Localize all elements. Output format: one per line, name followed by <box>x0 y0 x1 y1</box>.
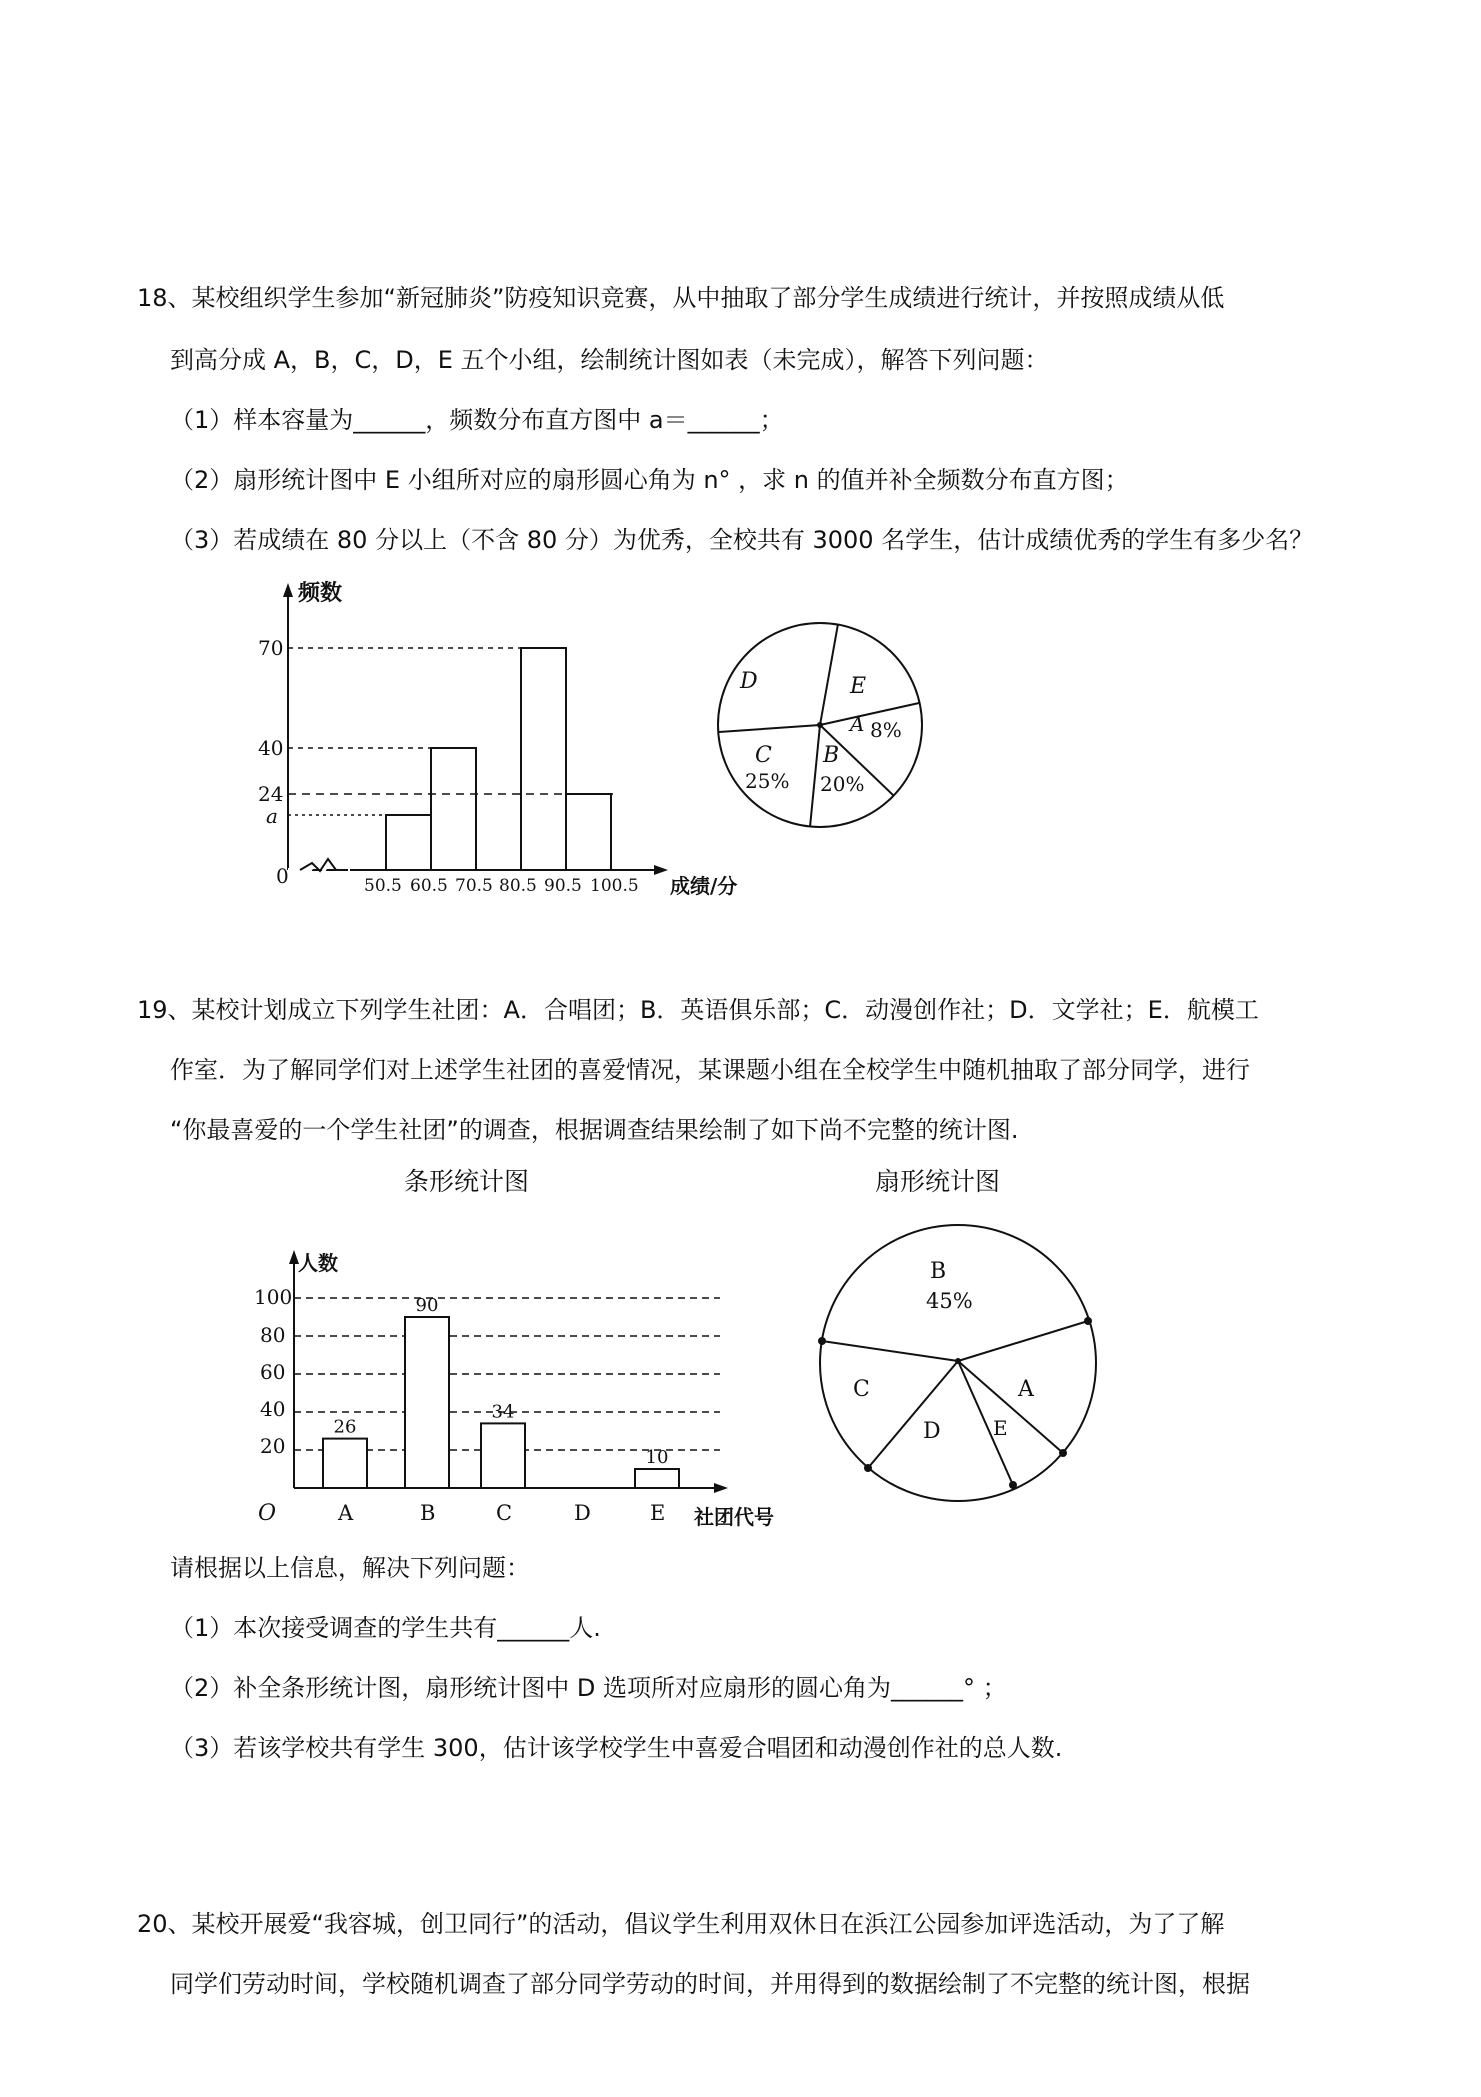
bar-x-tick-B: B <box>420 1501 436 1525</box>
bar-value-label-A: 26 <box>333 1416 357 1438</box>
hist-x-title: 成绩/分 <box>670 874 738 898</box>
q18-question3: （3）若成绩在 80 分以上（不含 80 分）为优秀，全校共有 3000 名学生，估计成绩优秀的学生有多少名？ <box>170 526 1314 554</box>
pie19-label-C: C <box>853 1377 870 1402</box>
q19-question2: （2）补全条形统计图，扇形统计图中 D 选项所对应扇形的圆心角为______° ； <box>170 1674 1007 1702</box>
q20-stem-line1: 20、某校开展爱“我容城，创卫同行”的活动，倡议学生利用双休日在浜江公园参加评选活动，为了了解 <box>137 1910 1225 1938</box>
pie19-label-A: A <box>1018 1377 1034 1402</box>
q19-pie-title: 扇形统计图 <box>875 1167 1001 1196</box>
hist-tick-24: 24 <box>258 782 284 806</box>
bar-y-title: 人数 <box>298 1251 338 1275</box>
bar-y-tick-80: 80 <box>260 1323 286 1347</box>
pie18-label-B: B <box>823 743 840 768</box>
q19-bar-chart <box>250 1240 800 1530</box>
hist-tick-a: a <box>266 804 278 828</box>
pie18-label-C: C <box>755 743 772 768</box>
bar-C <box>481 1423 525 1488</box>
hist-bar-60-70 <box>431 748 476 870</box>
bar-x-tick-E: E <box>650 1501 666 1525</box>
q19-intro: 请根据以上信息，解决下列问题： <box>170 1554 530 1582</box>
bar-value-label-E: 10 <box>645 1447 669 1468</box>
hist-x-tick: 50.5 <box>364 876 402 896</box>
pie19-label-D: D <box>923 1419 941 1444</box>
q19-bar-title: 条形统计图 <box>404 1167 530 1196</box>
bar-x-tick-A: A <box>338 1501 354 1525</box>
q18-question2: （2）扇形统计图中 E 小组所对应的扇形圆心角为 n° ，求 n 的值并补全频数分布直方图； <box>170 466 1129 494</box>
hist-origin: 0 <box>276 864 289 888</box>
q18-stem-line1: 18、某校组织学生参加“新冠肺炎”防疫知识竞赛，从中抽取了部分学生成绩进行统计，并按照成绩从低 <box>137 284 1225 312</box>
pie19-label-B-pct: 45% <box>926 1289 973 1313</box>
bar-x-tick-D: D <box>574 1501 591 1525</box>
hist-x-tick: 70.5 <box>455 876 493 896</box>
pie19-label-E: E <box>993 1416 1008 1440</box>
pie18-label-B-pct: 20% <box>820 772 865 796</box>
q19-question3: （3）若该学校共有学生 300，估计该学校学生中喜爱合唱团和动漫创作社的总人数. <box>170 1734 1063 1762</box>
bar-y-tick-100: 100 <box>254 1285 293 1309</box>
bar-y-tick-20: 20 <box>260 1434 286 1458</box>
bar-value-label-C: 34 <box>491 1401 515 1423</box>
q19-stem-line3: “你最喜爱的一个学生社团”的调查，根据调查结果绘制了如下尚不完整的统计图. <box>170 1116 1019 1144</box>
bar-x-tick-C: C <box>496 1501 513 1525</box>
q18-pie-chart <box>710 615 930 835</box>
hist-bar-90-100 <box>566 794 611 870</box>
pie18-label-E: E <box>850 674 867 699</box>
hist-bar-80-90 <box>521 648 566 870</box>
bar-x-title: 社团代号 <box>694 1505 774 1529</box>
bar-y-tick-40: 40 <box>260 1397 286 1421</box>
hist-x-tick: 60.5 <box>410 876 448 896</box>
bar-A <box>323 1439 367 1488</box>
hist-tick-70: 70 <box>258 636 284 660</box>
q18-histogram <box>240 575 760 905</box>
bar-E <box>635 1469 679 1488</box>
hist-bar-50-60 <box>386 815 431 870</box>
hist-y-title: 频数 <box>298 581 343 606</box>
hist-x-tick: 90.5 <box>544 876 582 896</box>
bar-y-tick-60: 60 <box>260 1360 286 1384</box>
q19-stem-line2: 作室．为了解同学们对上述学生社团的喜爱情况，某课题小组在全校学生中随机抽取了部分同学，进行 <box>170 1056 1250 1084</box>
hist-x-tick: 80.5 <box>499 876 537 896</box>
pie18-label-C-pct: 25% <box>745 769 790 793</box>
bar-B <box>405 1317 449 1488</box>
q19-question1: （1）本次接受调查的学生共有______人. <box>170 1614 601 1642</box>
pie18-label-A: A <box>850 712 865 736</box>
q18-question1: （1）样本容量为______，频数分布直方图中 a＝______； <box>170 406 784 434</box>
bar-origin: O <box>258 1501 277 1526</box>
q19-stem-line1: 19、某校计划成立下列学生社团：A．合唱团；B．英语俱乐部；C．动漫创作社；D．文学社；E．航模工 <box>137 996 1259 1024</box>
q18-stem-line2: 到高分成 A，B，C，D，E 五个小组，绘制统计图如表（未完成），解答下列问题： <box>170 346 1049 374</box>
pie19-label-B: B <box>930 1259 947 1284</box>
q20-stem-line2: 同学们劳动时间，学校随机调查了部分同学劳动的时间，并用得到的数据绘制了不完整的统计图，根据 <box>170 1970 1250 1998</box>
hist-x-tick: 100.5 <box>590 876 639 896</box>
hist-tick-40: 40 <box>258 736 284 760</box>
pie18-label-A-pct: 8% <box>870 718 902 742</box>
q19-pie-chart <box>808 1213 1108 1513</box>
pie18-label-D: D <box>740 669 758 694</box>
bar-value-label-B: 90 <box>415 1295 439 1316</box>
